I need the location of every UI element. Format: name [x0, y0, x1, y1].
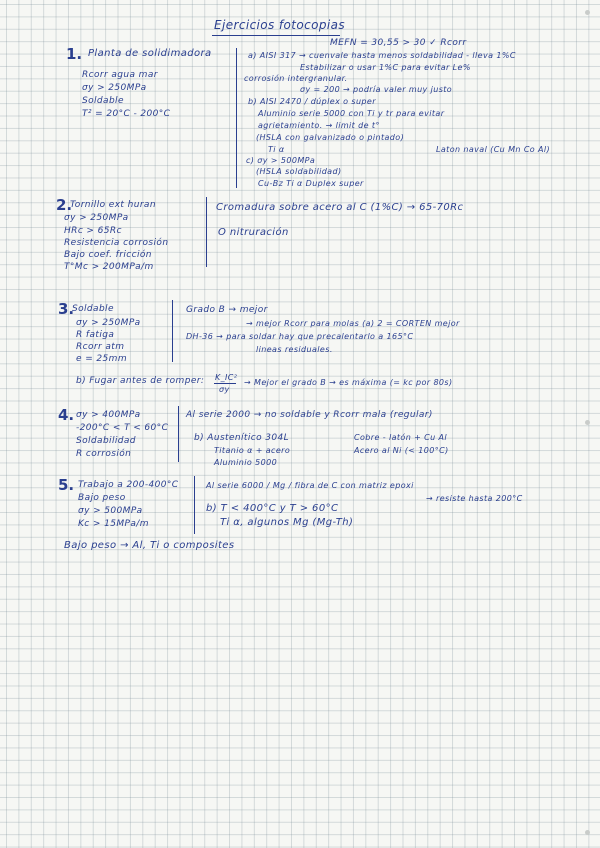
ex3-right-line: → mejor Rcorr para molas (a) 2 = CORTEN mejor	[246, 319, 460, 328]
ex4-left-line: -200°C < T < 60°C	[76, 423, 169, 433]
ex4-right-line: Acero al Ni (< 100°C)	[354, 446, 449, 455]
ex1-right-line: Aluminio serie 5000 con Ti y tr para evitar	[258, 109, 445, 118]
ex4-divider	[178, 406, 179, 462]
ex1-right-line: Cu-Bz Ti α Duplex super	[258, 179, 364, 188]
ex3-b-result: → Mejor el grado B → es máxima (= kc por 80s)	[244, 378, 453, 387]
ex1-right-line: agrietamiento. → limit de t°	[258, 121, 380, 130]
ex4-right-line: b) Austenítico 304L	[194, 433, 290, 443]
ex5-right-line: → resiste hasta 200°C	[426, 494, 523, 503]
ex3-left-line: Soldable	[72, 304, 114, 314]
page-title: Ejercicios fotocopias	[214, 18, 346, 32]
ex5-right-line: Al serie 6000 / Mg / fibra de C con matriz epoxi	[206, 481, 414, 490]
ex2-left-line: Bajo coef. fricción	[64, 250, 152, 260]
ex1-right-line: Ti α	[268, 145, 285, 154]
ex1-right-line: Laton naval (Cu Mn Co Al)	[436, 145, 551, 154]
ex1-right-line: corrosión intergranular.	[244, 74, 348, 83]
ex4-right-line: Cobre - latón + Cu Al	[354, 433, 448, 442]
ex5-right-line: Ti α, algunos Mg (Mg-Th)	[220, 517, 354, 528]
binding-hole	[585, 10, 590, 15]
ex1-left-line: σy > 250MPa	[82, 83, 147, 93]
ex2-left-line: Resistencia corrosión	[64, 238, 169, 248]
ex4-left-line: σy > 400MPa	[76, 410, 141, 420]
ex4-right-line: Aluminio 5000	[214, 458, 278, 467]
ex1-right-line: a) AISI 317 → cuenvale hasta menos soldabilidad - lleva 1%C	[248, 51, 516, 60]
ex3-formula-denominator: σy	[219, 385, 230, 394]
ex1-right-line: c) σy > 500MPa	[246, 156, 316, 165]
ex1-left-line: T² = 20°C - 200°C	[82, 109, 171, 119]
ex3-right-line: lineas residuales.	[256, 345, 333, 354]
ex4-left-line: R corrosión	[76, 449, 132, 459]
ex1-right-line: σy = 200 → podría valer muy justo	[300, 85, 453, 94]
binding-hole	[585, 830, 590, 835]
ex5-number: 5.	[58, 476, 75, 494]
ex5-left-line: Bajo peso	[78, 493, 126, 503]
ex1-number: 1.	[66, 45, 83, 63]
ex4-right-line: Titanio α + acero	[214, 446, 291, 455]
ex2-left-line: Tornillo ext huran	[70, 200, 156, 210]
ex1-right-line: b) AISI 2470 / dúplex o super	[248, 97, 376, 106]
ex3-b-text: b) Fugar antes de romper:	[76, 376, 205, 386]
ex3-formula-bar	[214, 383, 236, 384]
ex1-right-line: (HSLA con galvanizado o pintado)	[256, 133, 405, 142]
ex3-right-line: DH-36 → para soldar hay que precalentarlo a 165°C	[186, 332, 414, 341]
ex2-left-line: σy > 250MPa	[64, 213, 129, 223]
ex4-number: 4.	[58, 406, 75, 424]
ex1-right-line: MEFN = 30,55 > 30 ✓ Rcorr	[330, 38, 467, 48]
ex3-left-line: e = 25mm	[76, 354, 127, 364]
ex5-left-line: Kc > 15MPa/m	[78, 519, 149, 529]
ex2-right-line: O nitruración	[218, 227, 289, 238]
ex1-right-line: (HSLA soldabilidad)	[256, 167, 342, 176]
ex3-formula-numerator: K_IC²	[215, 373, 238, 382]
ex2-right-line: Cromadura sobre acero al C (1%C) → 65-70Rc	[216, 202, 464, 213]
ex3-divider	[172, 300, 173, 362]
binding-hole	[585, 420, 590, 425]
ex1-heading: Planta de solidimadora	[88, 48, 212, 59]
ex1-right-line: Estabilizar o usar 1%C para evitar Le%	[300, 63, 471, 72]
ex4-right-line: Al serie 2000 → no soldable y Rcorr mala (regular)	[186, 410, 433, 420]
ex5-left-line: Trabajo a 200-400°C	[78, 480, 179, 490]
ex2-number: 2.	[56, 196, 73, 214]
ex3-left-line: Rcorr atm	[76, 342, 125, 352]
ex3-left-line: σy > 250MPa	[76, 318, 141, 328]
ex1-left-line: Rcorr agua mar	[82, 70, 158, 80]
ex3-right-line: Grado B → mejor	[186, 305, 268, 315]
title-underline	[212, 35, 340, 36]
ex5-left-line: σy > 500MPa	[78, 506, 143, 516]
ex5-divider	[194, 476, 195, 534]
ex4-left-line: Soldabilidad	[76, 436, 136, 446]
ex2-left-line: T°Mc > 200MPa/m	[64, 262, 154, 272]
ex1-divider	[236, 48, 237, 188]
ex3-left-line: R fatiga	[76, 330, 115, 340]
ex2-left-line: HRc > 65Rc	[64, 226, 122, 236]
ex3-number: 3.	[58, 300, 75, 318]
footer-note: Bajo peso → Al, Ti o composites	[64, 540, 235, 551]
ex2-divider	[206, 197, 207, 267]
ex5-right-line: b) T < 400°C y T > 60°C	[206, 503, 339, 514]
ex1-left-line: Soldable	[82, 96, 124, 106]
